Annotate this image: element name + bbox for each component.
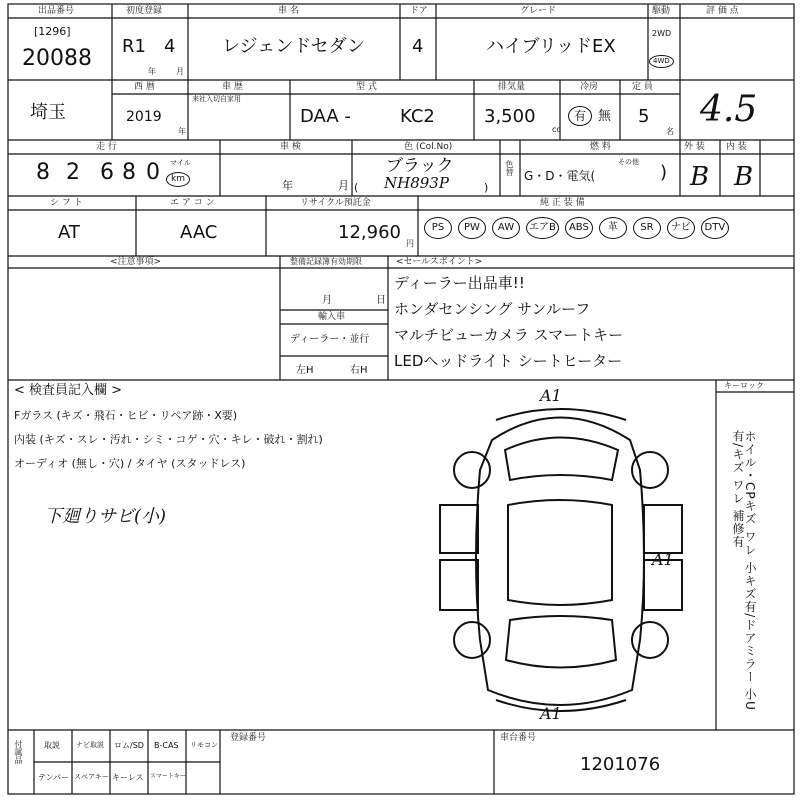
accessory-rom-sd: ロム/SD: [114, 741, 144, 750]
handwritten-note: 下廻りサビ(小): [44, 506, 167, 527]
color-name: ブラック: [386, 156, 454, 176]
score-header: 評 価 点: [706, 6, 739, 16]
inspector-line-2: 内装 (キズ・スレ・汚れ・シミ・コゲ・穴・キレ・破れ・割れ): [14, 433, 323, 446]
mileage-digit-4: 8: [122, 160, 136, 185]
fuel-close: ): [660, 162, 668, 183]
drive-2wd: 2WD: [652, 29, 672, 38]
vertical-legend: ホイル・CPキズ ワレ 小キズ有/ドアミラー 小U有/キズ ワレ 補修有: [731, 430, 757, 711]
mileage-digit-1: 8: [36, 160, 50, 185]
ac-header: エ ア コ ン: [170, 198, 215, 208]
damage-mark-front: A1: [540, 386, 562, 405]
sales-point-2: ホンダセンシング サンルーフ: [394, 300, 591, 318]
first-reg-month: 4: [164, 36, 176, 57]
color-paren-open: (: [354, 181, 359, 194]
inspector-header: < 検査員記入欄 >: [14, 383, 123, 398]
interior-header: 内 装: [726, 142, 747, 152]
mileage-header: 走 行: [96, 142, 117, 152]
grade-header: グレード: [520, 6, 557, 16]
score-value: 4.5: [700, 89, 758, 130]
exterior-header: 外 装: [684, 142, 705, 152]
lot-code: [1296]: [34, 25, 71, 38]
car-name-header: 車 名: [278, 6, 299, 16]
door-count: 4: [412, 36, 424, 57]
first-reg-header: 初度登録: [126, 6, 163, 16]
chassis-no-header: 車台番号: [500, 733, 537, 743]
drive-header: 駆動: [652, 6, 671, 16]
notes-header: <注意事項>: [110, 257, 162, 267]
aircon-yes: 有: [568, 106, 592, 126]
car-diagram: [440, 409, 682, 711]
right-hand: 右H: [350, 365, 368, 376]
ac-value: AAC: [180, 222, 218, 243]
record-book-header: 整備記録簿有効期限: [290, 257, 362, 266]
displacement-unit: cc: [552, 125, 561, 134]
mile-label: マイル: [170, 159, 191, 167]
accessory-temper: テンパー: [38, 773, 70, 782]
shaken-header: 車 検: [280, 142, 301, 152]
capacity-unit: 名: [666, 127, 674, 136]
reg-no-header: 登録番号: [230, 733, 267, 743]
chassis-no: 1201076: [580, 754, 661, 775]
dealer-parallel: ディーラー・並行: [290, 334, 370, 345]
sales-points-header: <セールスポイント>: [396, 257, 483, 267]
mileage-digit-2: 2: [66, 160, 80, 185]
mileage-digit-3: 6: [100, 160, 114, 185]
import-header: 輸入車: [318, 312, 346, 322]
equip-sunroof: SR: [633, 217, 661, 239]
damage-mark-side: A1: [652, 550, 674, 569]
grade-value: ハイブリッドEX: [486, 36, 616, 57]
model-prefix: DAA -: [300, 106, 351, 127]
accessory-remote: リモコン: [190, 741, 218, 749]
aircon-no: 無: [598, 109, 612, 124]
equip-navi: ナビ: [667, 217, 695, 239]
record-month: 月: [322, 295, 332, 306]
first-reg-era: R1: [122, 36, 146, 57]
color-change-label: 色替: [505, 160, 514, 176]
accessory-smart-key: スマートキー: [150, 773, 186, 780]
key-lock-header: キーロック: [724, 381, 764, 390]
shaken-year-label: 年: [282, 179, 293, 192]
equipment-header: 純 正 装 備: [540, 198, 585, 208]
accessory-spare-key: スペアキー: [74, 773, 109, 781]
capacity-header: 定 員: [632, 82, 653, 92]
inspector-line-3: オーディオ (無し・穴) / タイヤ (スタッドレス): [14, 457, 246, 470]
car-name: レジェンドセダン: [222, 36, 365, 57]
damage-mark-rear: A1: [540, 704, 562, 723]
lot-number: 20088: [22, 46, 92, 71]
shift-header: シ フ ト: [50, 198, 83, 208]
equip-leather: 革: [599, 217, 627, 239]
equip-abs: ABS: [565, 217, 593, 239]
month-unit: 月: [176, 67, 184, 76]
equip-dtv: DTV: [701, 217, 729, 239]
recycle-value: 12,960: [338, 222, 401, 243]
accessory-keyless: キーレス: [112, 773, 144, 782]
shaken-month-label: 月: [338, 179, 349, 192]
history-header: 車 歴: [222, 82, 243, 92]
sales-point-3: マルチビューカメラ スマートキー: [394, 326, 624, 344]
prefecture: 埼玉: [30, 102, 66, 123]
model-code: KC2: [400, 106, 435, 127]
shift-value: AT: [58, 222, 80, 243]
accessory-bcas: B-CAS: [154, 741, 179, 750]
fuel-other-label: その他: [618, 158, 639, 166]
accessory-navi-manual: ナビ取説: [76, 741, 104, 749]
left-hand: 左H: [296, 365, 314, 376]
equipment-list: [424, 217, 729, 239]
equip-pw: PW: [458, 217, 486, 239]
western-year: 2019: [126, 109, 162, 125]
accessory-manual: 取説: [44, 741, 60, 750]
equip-ps: PS: [424, 217, 452, 239]
inspector-line-1: Fガラス (キズ・飛石・ヒビ・リペア跡・X要): [14, 409, 238, 422]
recycle-header: リサイクル預託金: [300, 198, 371, 208]
era-header: 西 暦: [134, 82, 155, 92]
sales-point-1: ディーラー出品車!!: [394, 274, 525, 292]
equip-aw: AW: [492, 217, 520, 239]
equip-airbag: エアB: [526, 217, 559, 239]
sales-point-4: LEDヘッドライト シートヒーター: [394, 352, 623, 370]
color-paren-close: ): [484, 181, 489, 194]
capacity-value: 5: [638, 106, 650, 127]
fuel-options: G・D・電気(: [524, 169, 596, 183]
year-suffix: 年: [178, 127, 186, 136]
lot-no-header: 出品番号: [38, 6, 75, 16]
year-unit: 年: [148, 67, 156, 76]
mileage-digit-5: 0: [146, 160, 160, 185]
displacement-value: 3,500: [484, 106, 536, 127]
color-code: NH893P: [384, 174, 449, 192]
model-header: 型 式: [356, 82, 377, 92]
km-label: km: [166, 172, 190, 187]
fuel-header: 燃 料: [590, 142, 611, 152]
doors-header: ドア: [410, 6, 428, 16]
interior-grade: B: [734, 162, 754, 192]
aircon-header: 冷房: [580, 82, 599, 92]
exterior-grade: B: [690, 162, 710, 192]
drive-4wd: 4WD: [649, 55, 674, 68]
history-note: 来社入切自家用: [192, 95, 241, 103]
displacement-header: 排気量: [498, 82, 526, 92]
record-day: 日: [376, 295, 386, 306]
accessories-label: 付属品: [14, 740, 23, 764]
recycle-unit: 円: [406, 239, 414, 248]
color-header: 色 (Col.No): [404, 142, 453, 152]
